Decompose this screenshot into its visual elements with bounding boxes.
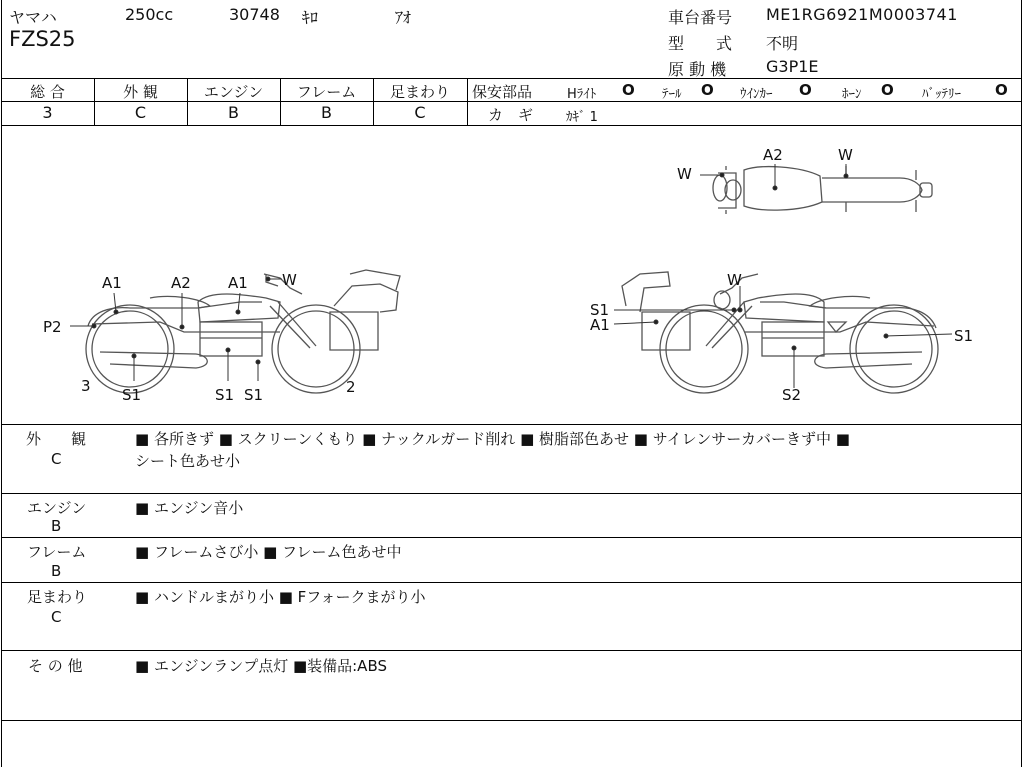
motorcycle-right-view bbox=[622, 272, 938, 393]
remark-label-engine: エンジン bbox=[27, 499, 87, 517]
model-name: FZS25 bbox=[9, 27, 76, 51]
rule-remarks-top bbox=[1, 424, 1022, 425]
maker: ヤマハ bbox=[9, 8, 57, 27]
diagram-label: S1 bbox=[215, 386, 235, 404]
diagram-label: S1 bbox=[954, 327, 974, 345]
safety-title: 保安部品 bbox=[472, 83, 533, 101]
damage-leaders bbox=[70, 164, 952, 388]
remark-label-frame: フレーム bbox=[27, 543, 87, 561]
safety-mark-battery: O bbox=[995, 81, 1008, 99]
type-label: 型 式 bbox=[668, 34, 733, 53]
frame-no: ME1RG6921M0003741 bbox=[766, 5, 958, 24]
remark-text-suspension: ■ ハンドルまがり小 ■ Fフォークまがり小 bbox=[135, 588, 426, 606]
safety-item-headlight: Hﾗｲﾄ bbox=[567, 87, 597, 102]
diagram-label: 2 bbox=[346, 378, 356, 396]
remark-grade-suspension: C bbox=[51, 608, 62, 626]
score-divider bbox=[467, 78, 468, 125]
frame-no-label: 車台番号 bbox=[668, 8, 733, 27]
displacement: 250cc bbox=[125, 5, 174, 24]
type-value: 不明 bbox=[766, 34, 799, 53]
diagram-label: A2 bbox=[763, 146, 783, 164]
remark-grade-exterior: C bbox=[51, 450, 62, 468]
remark-text-frame: ■ フレームさび小 ■ フレーム色あせ中 bbox=[135, 543, 402, 561]
safety-mark-tail: O bbox=[701, 81, 714, 99]
remark-label-other: そ の 他 bbox=[28, 657, 83, 675]
remark-grade-engine: B bbox=[51, 517, 62, 535]
rule-remarks bbox=[1, 582, 1022, 583]
score-value-frame: B bbox=[321, 103, 332, 122]
remark-label-suspension: 足まわり bbox=[27, 588, 88, 606]
diagram-label: A1 bbox=[590, 316, 610, 334]
rule-remarks bbox=[1, 493, 1022, 494]
diagram-label: S1 bbox=[590, 301, 610, 319]
key-value: ｶｷﾞ 1 bbox=[566, 110, 598, 125]
rule-remarks bbox=[1, 537, 1022, 538]
mileage-unit: ｷﾛ bbox=[302, 8, 319, 27]
remark-text-other: ■ エンジンランプ点灯 ■装備品:ABS bbox=[135, 657, 387, 675]
remark-text-engine: ■ エンジン音小 bbox=[135, 499, 244, 517]
safety-mark-headlight: O bbox=[622, 81, 635, 99]
score-label-frame: フレーム bbox=[296, 83, 357, 101]
score-value-exterior: C bbox=[134, 103, 147, 122]
score-label-total: 総 合 bbox=[30, 83, 65, 101]
score-label-engine: エンジン bbox=[203, 83, 264, 101]
mileage: 30748 bbox=[229, 5, 280, 24]
remark-text-exterior: シート色あせ小 bbox=[135, 452, 241, 470]
safety-item-battery: ﾊﾞｯﾃﾘｰ bbox=[922, 87, 961, 102]
diagram-label: P2 bbox=[43, 318, 62, 336]
engine-value: G3P1E bbox=[766, 57, 819, 76]
remark-grade-frame: B bbox=[51, 562, 62, 580]
score-value-engine: B bbox=[228, 103, 239, 122]
diagram-label: W bbox=[838, 146, 853, 164]
diagram-label: A1 bbox=[102, 274, 122, 292]
score-value-total: 3 bbox=[42, 103, 53, 122]
diagram-label: A1 bbox=[228, 274, 248, 292]
rule-remarks-bottom bbox=[1, 720, 1022, 721]
safety-item-winker: ｳｲﾝｶｰ bbox=[740, 87, 773, 102]
score-label-suspension: 足まわり bbox=[389, 83, 450, 101]
remark-label-exterior: 外 観 bbox=[26, 430, 87, 448]
damage-diagram bbox=[0, 126, 1024, 424]
rule-score-top bbox=[1, 78, 1022, 79]
safety-mark-winker: O bbox=[799, 81, 812, 99]
diagram-label: A2 bbox=[171, 274, 191, 292]
diagram-label: S2 bbox=[782, 386, 802, 404]
remark-text-exterior: ■ 各所きず ■ スクリーンくもり ■ ナックルガード削れ ■ 樹脂部色あせ ■ サイレンサーカバーきず中 ■ bbox=[135, 430, 850, 448]
diagram-label: W bbox=[727, 271, 742, 289]
diagram-label: S1 bbox=[122, 386, 142, 404]
diagram-label: 3 bbox=[81, 377, 91, 395]
engine-label: 原 動 機 bbox=[668, 60, 727, 79]
safety-item-tail: ﾃｰﾙ bbox=[662, 87, 682, 102]
score-value-suspension: C bbox=[414, 103, 426, 122]
key-label: カ ギ bbox=[488, 106, 534, 124]
diagram-label: W bbox=[677, 165, 692, 183]
body-color: ｱｵ bbox=[395, 8, 412, 27]
diagram-label: S1 bbox=[244, 386, 264, 404]
safety-mark-horn: O bbox=[881, 81, 894, 99]
diagram-label: W bbox=[282, 271, 297, 289]
motorcycle-top-view bbox=[713, 166, 932, 214]
score-label-exterior: 外 観 bbox=[123, 83, 158, 101]
rule-remarks bbox=[1, 650, 1022, 651]
safety-item-horn: ﾎｰﾝ bbox=[842, 87, 862, 102]
